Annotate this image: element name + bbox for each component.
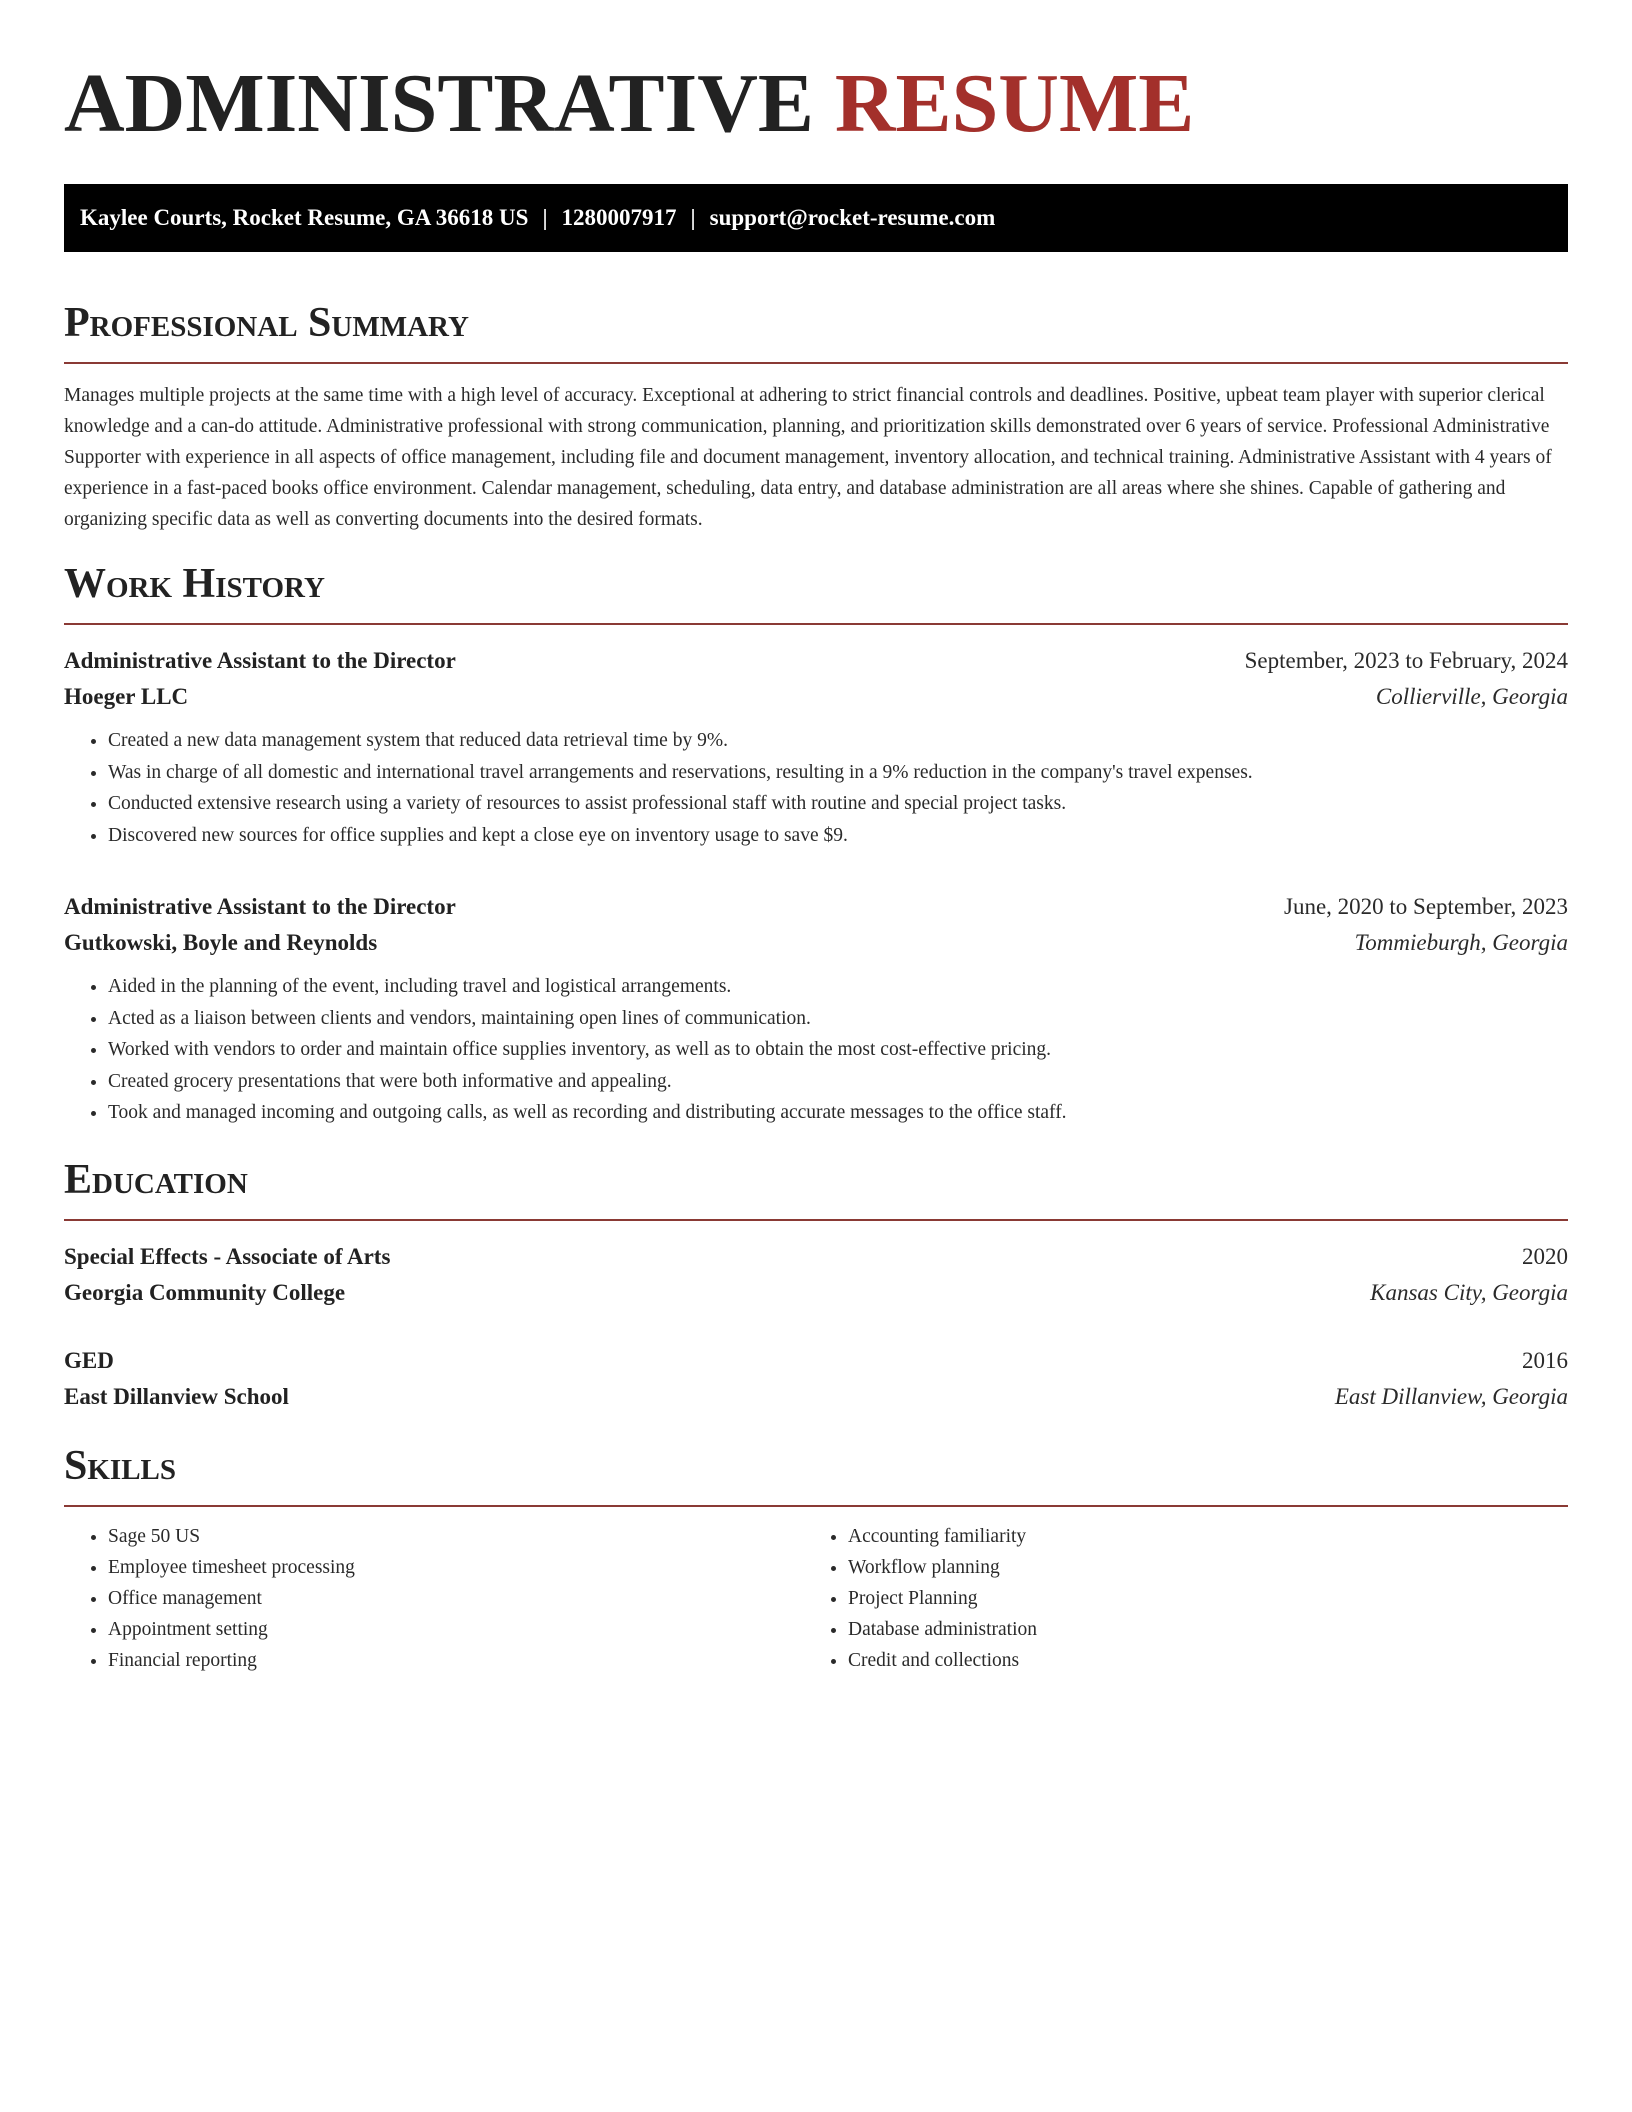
summary-text: Manages multiple projects at the same time with a high level of accuracy. Exceptional at adhering to strict financial controls and deadlines. Positive, upbeat team player with superior clerical knowledge and a can-do attitude. Administrative professional with strong communication, planning, and prioritization skills demonstrated over 6 years of service. Professional Administrative Supporter with experience in all aspects of office management, including file and document management, inventory allocation, and technical training. Administrative Assistant with 4 years of experience in a fast-paced books office environment. Calendar management, scheduling, data entry, and database administration are all areas where she shines. Capable of gathering and organizing specific data as well as converting documents into the desired formats. <box>64 385 1552 530</box>
job-bullet: • Conducted extensive research using a variety of resources to assist professional staff with routine and special project tasks. <box>108 788 1568 820</box>
skill-item: • Project Planning <box>848 1583 1544 1614</box>
education-section <box>64 1155 1568 1415</box>
education-degree: Special Effects - Associate of Arts <box>64 1243 391 1269</box>
job-entry <box>64 889 1568 1129</box>
skills-columns <box>64 1521 1568 1676</box>
section-divider <box>64 1219 1568 1221</box>
skill-item: • Workflow planning <box>848 1552 1544 1583</box>
section-divider <box>64 623 1568 625</box>
job-bullets <box>64 725 1568 851</box>
job-bullet: • Created grocery presentations that were both informative and appealing. <box>108 1066 1568 1098</box>
summary-heading: Professional Summary <box>64 300 469 346</box>
job-bullet: • Worked with vendors to order and maintain office supplies inventory, as well as to obtain the most cost-effective pricing. <box>108 1034 1568 1066</box>
job-header-row <box>64 889 1568 925</box>
work-heading: Work History <box>64 561 325 607</box>
education-location: East Dillanview, Georgia <box>1334 1383 1568 1409</box>
education-entry <box>64 1239 1568 1311</box>
skill-item: • Sage 50 US <box>108 1521 804 1552</box>
skills-list-right <box>804 1521 1544 1676</box>
skills-heading: Skills <box>64 1442 177 1489</box>
job-bullet: • Aided in the planning of the event, including travel and logistical arrangements. <box>108 971 1568 1003</box>
job-bullet: • Was in charge of all domestic and international travel arrangements and reservations, resulting in a 9% reduction in the company's travel expenses. <box>108 757 1568 789</box>
skills-list-left <box>64 1521 804 1676</box>
education-location: Kansas City, Georgia <box>1370 1279 1568 1305</box>
skill-item: • Database administration <box>848 1614 1544 1645</box>
job-bullet: • Created a new data management system that reduced data retrieval time by 9%. <box>108 725 1568 757</box>
job-bullet: • Took and managed incoming and outgoing calls, as well as recording and distributing accurate messages to the office staff. <box>108 1097 1568 1129</box>
section-divider <box>64 362 1568 364</box>
job-entry <box>64 643 1568 851</box>
skill-item: • Accounting familiarity <box>848 1521 1544 1552</box>
skill-item: • Appointment setting <box>108 1614 804 1645</box>
job-dates: September, 2023 to February, 2024 <box>1244 648 1568 673</box>
education-school-row <box>64 1275 1568 1311</box>
education-school: East Dillanview School <box>64 1383 289 1409</box>
skill-item: • Employee timesheet processing <box>108 1552 804 1583</box>
resume-title <box>64 56 1568 152</box>
education-entry <box>64 1343 1568 1415</box>
contact-phone: 1280007917 <box>561 205 677 230</box>
contact-bar <box>64 184 1568 252</box>
job-bullet: • Acted as a liaison between clients and vendors, maintaining open lines of communication. <box>108 1003 1568 1035</box>
job-company: Gutkowski, Boyle and Reynolds <box>64 930 378 955</box>
contact-email: support@rocket-resume.com <box>709 205 996 230</box>
education-year: 2020 <box>1522 1243 1568 1269</box>
job-bullet: • Discovered new sources for office supplies and kept a close eye on inventory usage to save $9. <box>108 820 1568 852</box>
job-bullets <box>64 971 1568 1129</box>
skill-item: • Financial reporting <box>108 1645 804 1676</box>
job-company-row <box>64 679 1568 715</box>
education-school: Georgia Community College <box>64 1279 346 1305</box>
summary-section <box>64 298 1568 535</box>
contact-separator: | <box>690 205 696 230</box>
title-main: ADMINISTRATIVE <box>64 57 814 150</box>
job-title: Administrative Assistant to the Director <box>64 894 456 919</box>
job-company-row <box>64 925 1568 961</box>
title-accent: RESUME <box>834 57 1195 150</box>
education-school-row <box>64 1379 1568 1415</box>
skills-section <box>64 1441 1568 1676</box>
contact-address: Kaylee Courts, Rocket Resume, GA 36618 US <box>80 205 529 230</box>
section-divider <box>64 1505 1568 1507</box>
contact-separator: | <box>542 205 548 230</box>
skill-item: • Credit and collections <box>848 1645 1544 1676</box>
education-degree: GED <box>64 1347 114 1373</box>
job-location: Collierville, Georgia <box>1375 684 1568 709</box>
education-heading: Education <box>64 1156 248 1203</box>
job-dates: June, 2020 to September, 2023 <box>1284 894 1568 919</box>
education-year: 2016 <box>1522 1347 1568 1373</box>
job-header-row <box>64 643 1568 679</box>
work-section <box>64 559 1568 1129</box>
education-degree-row <box>64 1343 1568 1379</box>
job-company: Hoeger LLC <box>64 684 189 709</box>
job-location: Tommieburgh, Georgia <box>1354 930 1568 955</box>
skill-item: • Office management <box>108 1583 804 1614</box>
job-title: Administrative Assistant to the Director <box>64 648 456 673</box>
education-degree-row <box>64 1239 1568 1275</box>
